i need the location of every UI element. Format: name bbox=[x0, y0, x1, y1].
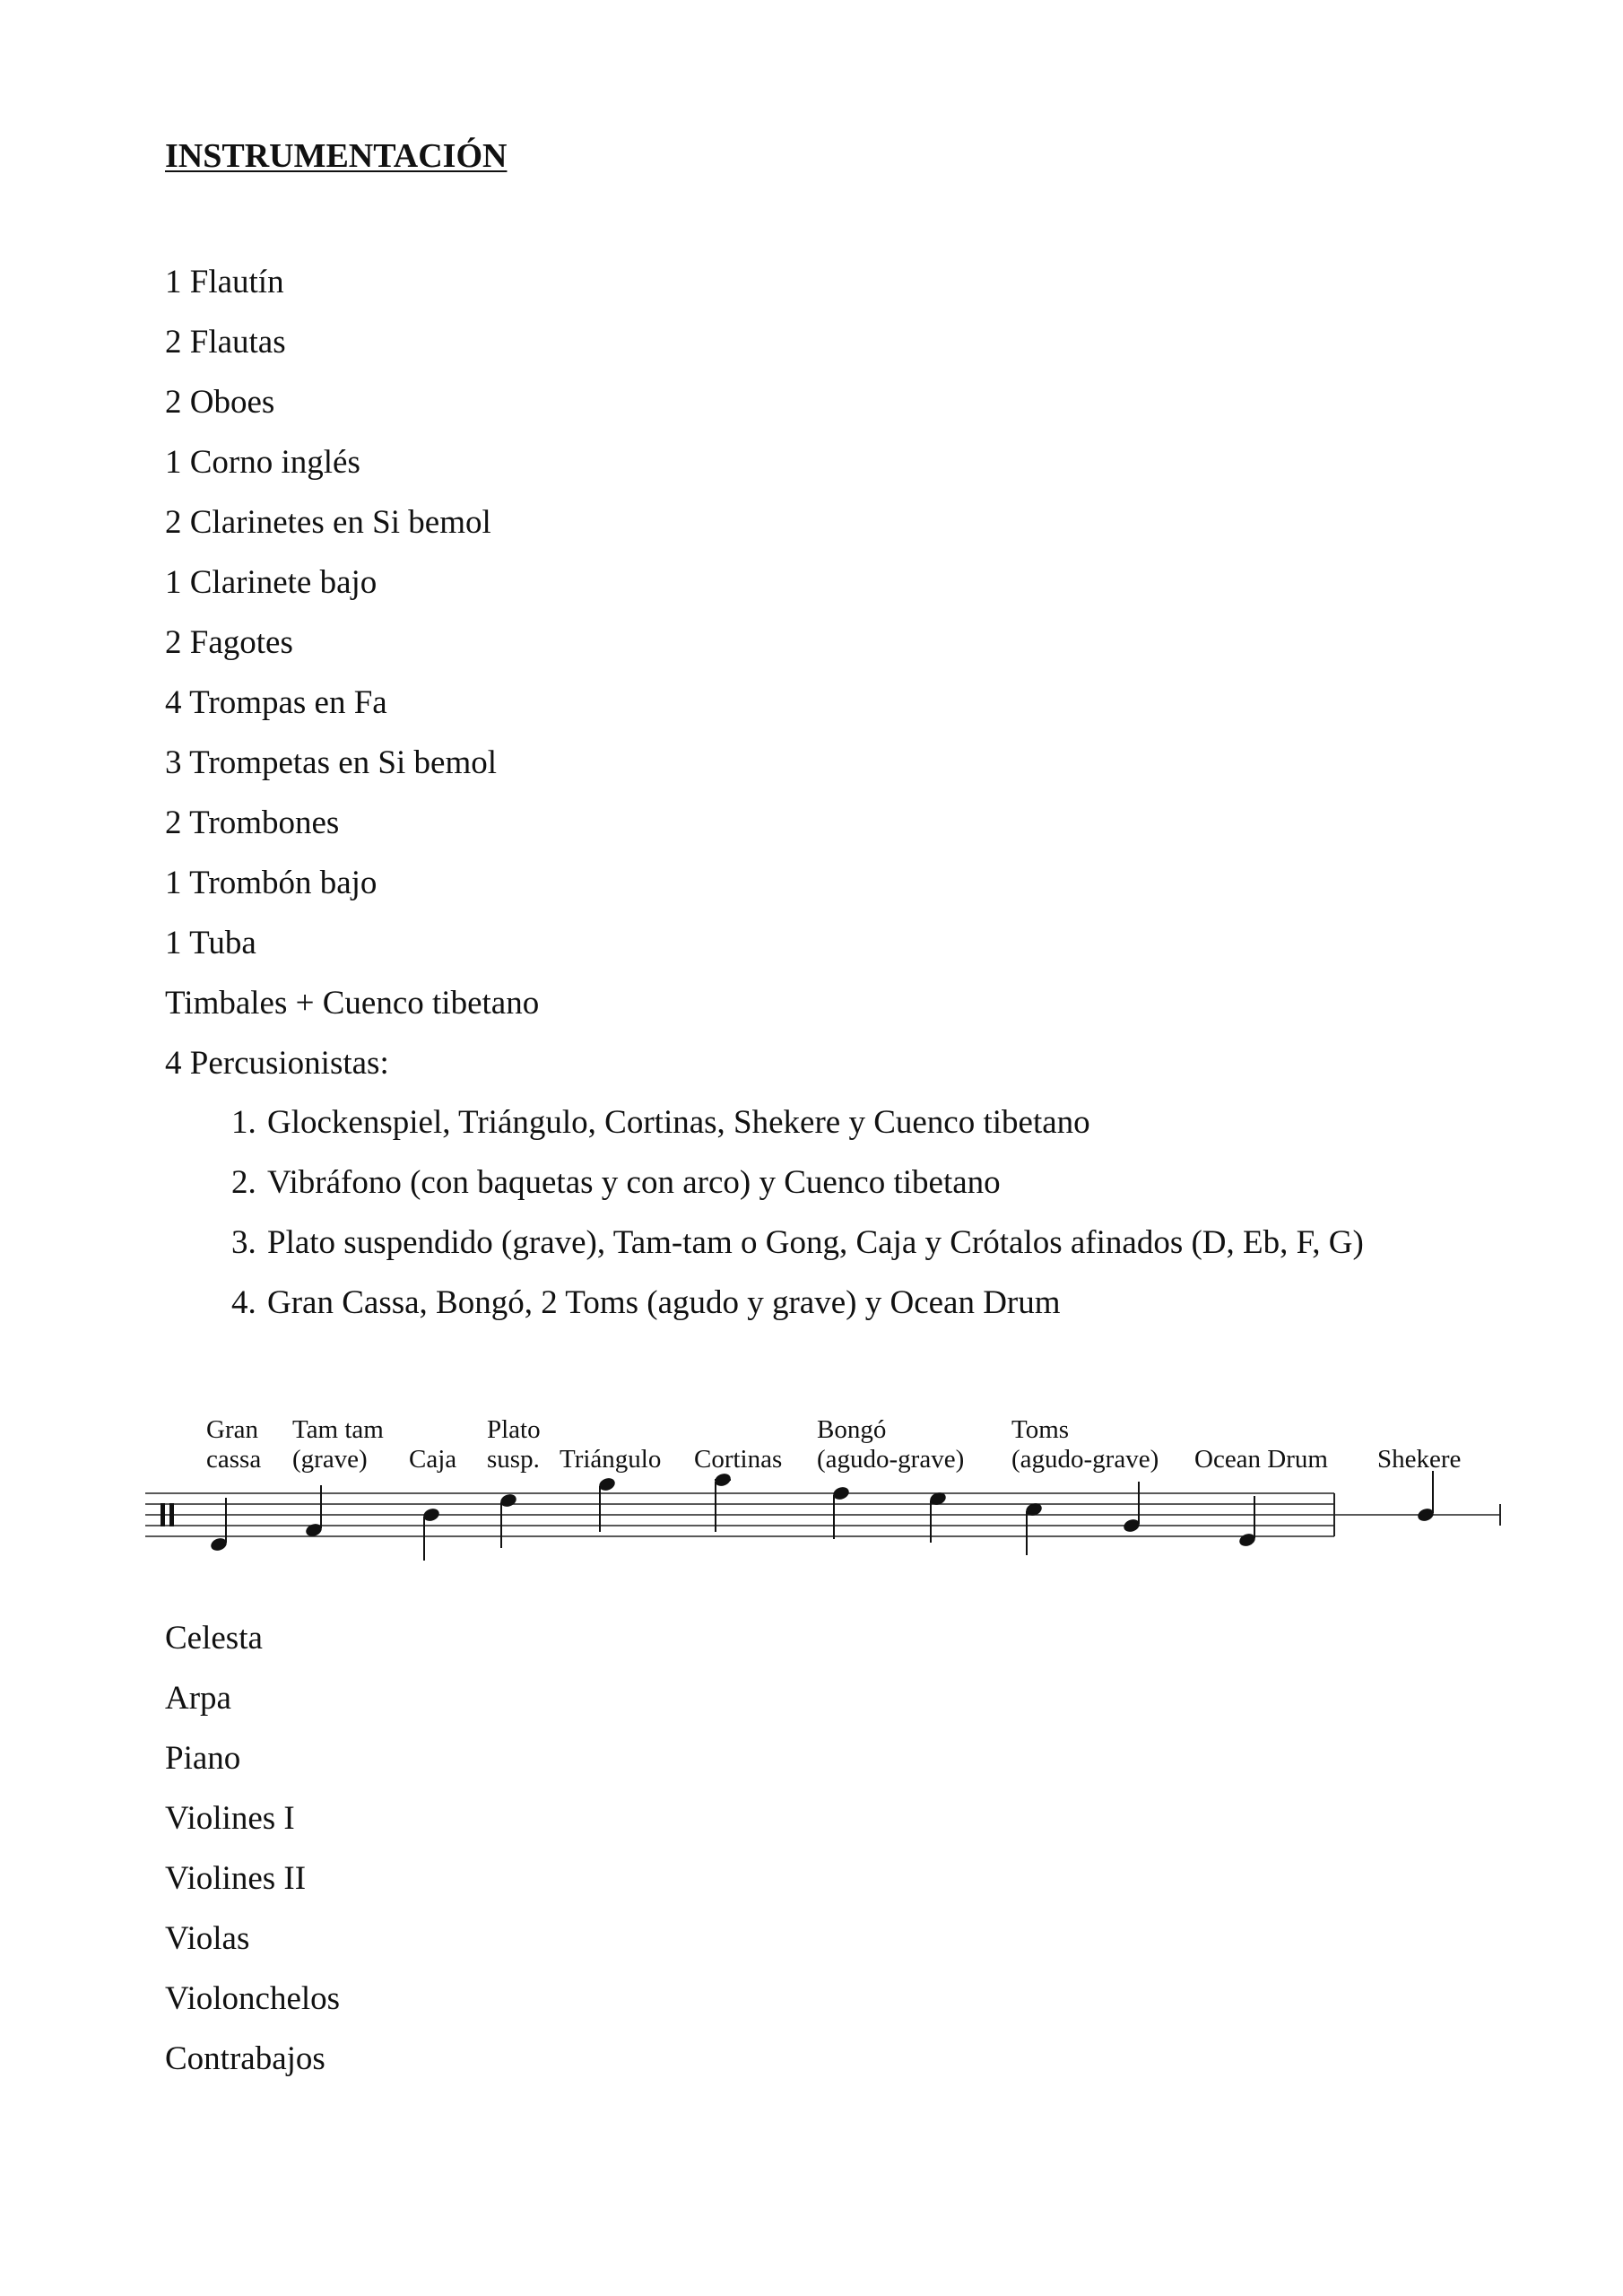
staff-label-line1: Gran bbox=[206, 1415, 258, 1444]
instrument-item: 1 Trombón bajo bbox=[165, 865, 378, 901]
percussionist-item bbox=[231, 1092, 1364, 1152]
instrument-item: 4 Trompas en Fa bbox=[165, 684, 387, 721]
note-bongo-grave bbox=[928, 1491, 947, 1543]
instrument-item: Timbales + Cuenco tibetano bbox=[165, 985, 540, 1022]
instrument-item: Celesta bbox=[165, 1620, 263, 1657]
instrument-item: Violines I bbox=[165, 1800, 295, 1837]
staff-label-line2: (agudo-grave) bbox=[817, 1445, 965, 1474]
staff-label-line1: Tam tam bbox=[292, 1415, 384, 1444]
instrument-item: 2 Trombones bbox=[165, 804, 340, 841]
note-plato-susp bbox=[499, 1492, 517, 1548]
instrument-list bbox=[165, 252, 539, 1093]
instrument-item: 4 Percusionistas: bbox=[165, 1045, 389, 1082]
instrument-item: Arpa bbox=[165, 1680, 231, 1717]
percussionist-text: Gran Cassa, Bongó, 2 Toms (agudo y grave) y Ocean Drum bbox=[267, 1284, 1061, 1321]
instrument-item: 1 Tuba bbox=[165, 925, 256, 961]
instrument-item: 3 Trompetas en Si bemol bbox=[165, 744, 498, 781]
instrument-item: 2 Oboes bbox=[165, 384, 275, 421]
percussionist-list bbox=[231, 1092, 1364, 1333]
percussionist-number: 1. bbox=[231, 1104, 256, 1141]
note-bongo-agudo bbox=[831, 1485, 850, 1539]
percussionist-number: 3. bbox=[231, 1224, 256, 1261]
instrument-item: Violas bbox=[165, 1920, 250, 1957]
staff-label-line2: (grave) bbox=[292, 1445, 368, 1474]
note-tom-agudo bbox=[1024, 1501, 1043, 1555]
staff-label-line1: Toms bbox=[1011, 1415, 1070, 1444]
instrument-item: 1 Corno inglés bbox=[165, 444, 360, 481]
percussionist-item bbox=[231, 1273, 1364, 1333]
percussion-staff bbox=[0, 1399, 1623, 1587]
staff-label-line2: Shekere bbox=[1377, 1445, 1462, 1474]
note-shekere bbox=[1416, 1471, 1435, 1523]
instrument-item: 1 Clarinete bajo bbox=[165, 564, 378, 601]
staff-label-line1: Plato bbox=[487, 1415, 541, 1444]
percussionist-item bbox=[231, 1213, 1364, 1273]
page-title: INSTRUMENTACIÓN bbox=[165, 137, 508, 175]
percussionist-text: Glockenspiel, Triángulo, Cortinas, Shekere y Cuenco tibetano bbox=[267, 1104, 1090, 1141]
staff-label-line2: susp. bbox=[487, 1445, 540, 1474]
instrument-item: 2 Flautas bbox=[165, 324, 286, 361]
staff-label-line2: cassa bbox=[206, 1445, 262, 1474]
staff-label-line2: (agudo-grave) bbox=[1011, 1445, 1159, 1474]
percussionist-number: 2. bbox=[231, 1164, 256, 1201]
staff-lines bbox=[145, 1493, 1500, 1536]
instrument-item: Violonchelos bbox=[165, 1980, 341, 2017]
instrument-item: Violines II bbox=[165, 1860, 307, 1897]
staff-labels bbox=[206, 1415, 1461, 1474]
percussionist-number: 4. bbox=[231, 1284, 256, 1321]
note-caja bbox=[421, 1507, 440, 1561]
note-tom-grave bbox=[1122, 1482, 1141, 1534]
instrument-item: Piano bbox=[165, 1740, 241, 1777]
instrument-item: 2 Clarinetes en Si bemol bbox=[165, 504, 491, 541]
staff-label-line2: Cortinas bbox=[694, 1445, 783, 1474]
note-cortinas bbox=[713, 1472, 732, 1532]
percussionist-text: Vibráfono (con baquetas y con arco) y Cuenco tibetano bbox=[267, 1164, 1001, 1201]
staff-label-line2: Triángulo bbox=[560, 1445, 662, 1474]
instrument-item: 1 Flautín bbox=[165, 264, 284, 300]
staff-label-line2: Caja bbox=[409, 1445, 457, 1474]
percussionist-item bbox=[231, 1152, 1364, 1213]
staff-notes bbox=[209, 1471, 1435, 1561]
keyboard-string-list bbox=[165, 1608, 340, 2089]
instrument-item: Contrabajos bbox=[165, 2040, 325, 2077]
staff-label-line2: Ocean Drum bbox=[1194, 1445, 1328, 1474]
staff-label-line1: Bongó bbox=[817, 1415, 887, 1444]
instrument-item: 2 Fagotes bbox=[165, 624, 293, 661]
percussionist-text: Plato suspendido (grave), Tam-tam o Gong, Caja y Crótalos afinados (D, Eb, F, G) bbox=[267, 1224, 1364, 1261]
